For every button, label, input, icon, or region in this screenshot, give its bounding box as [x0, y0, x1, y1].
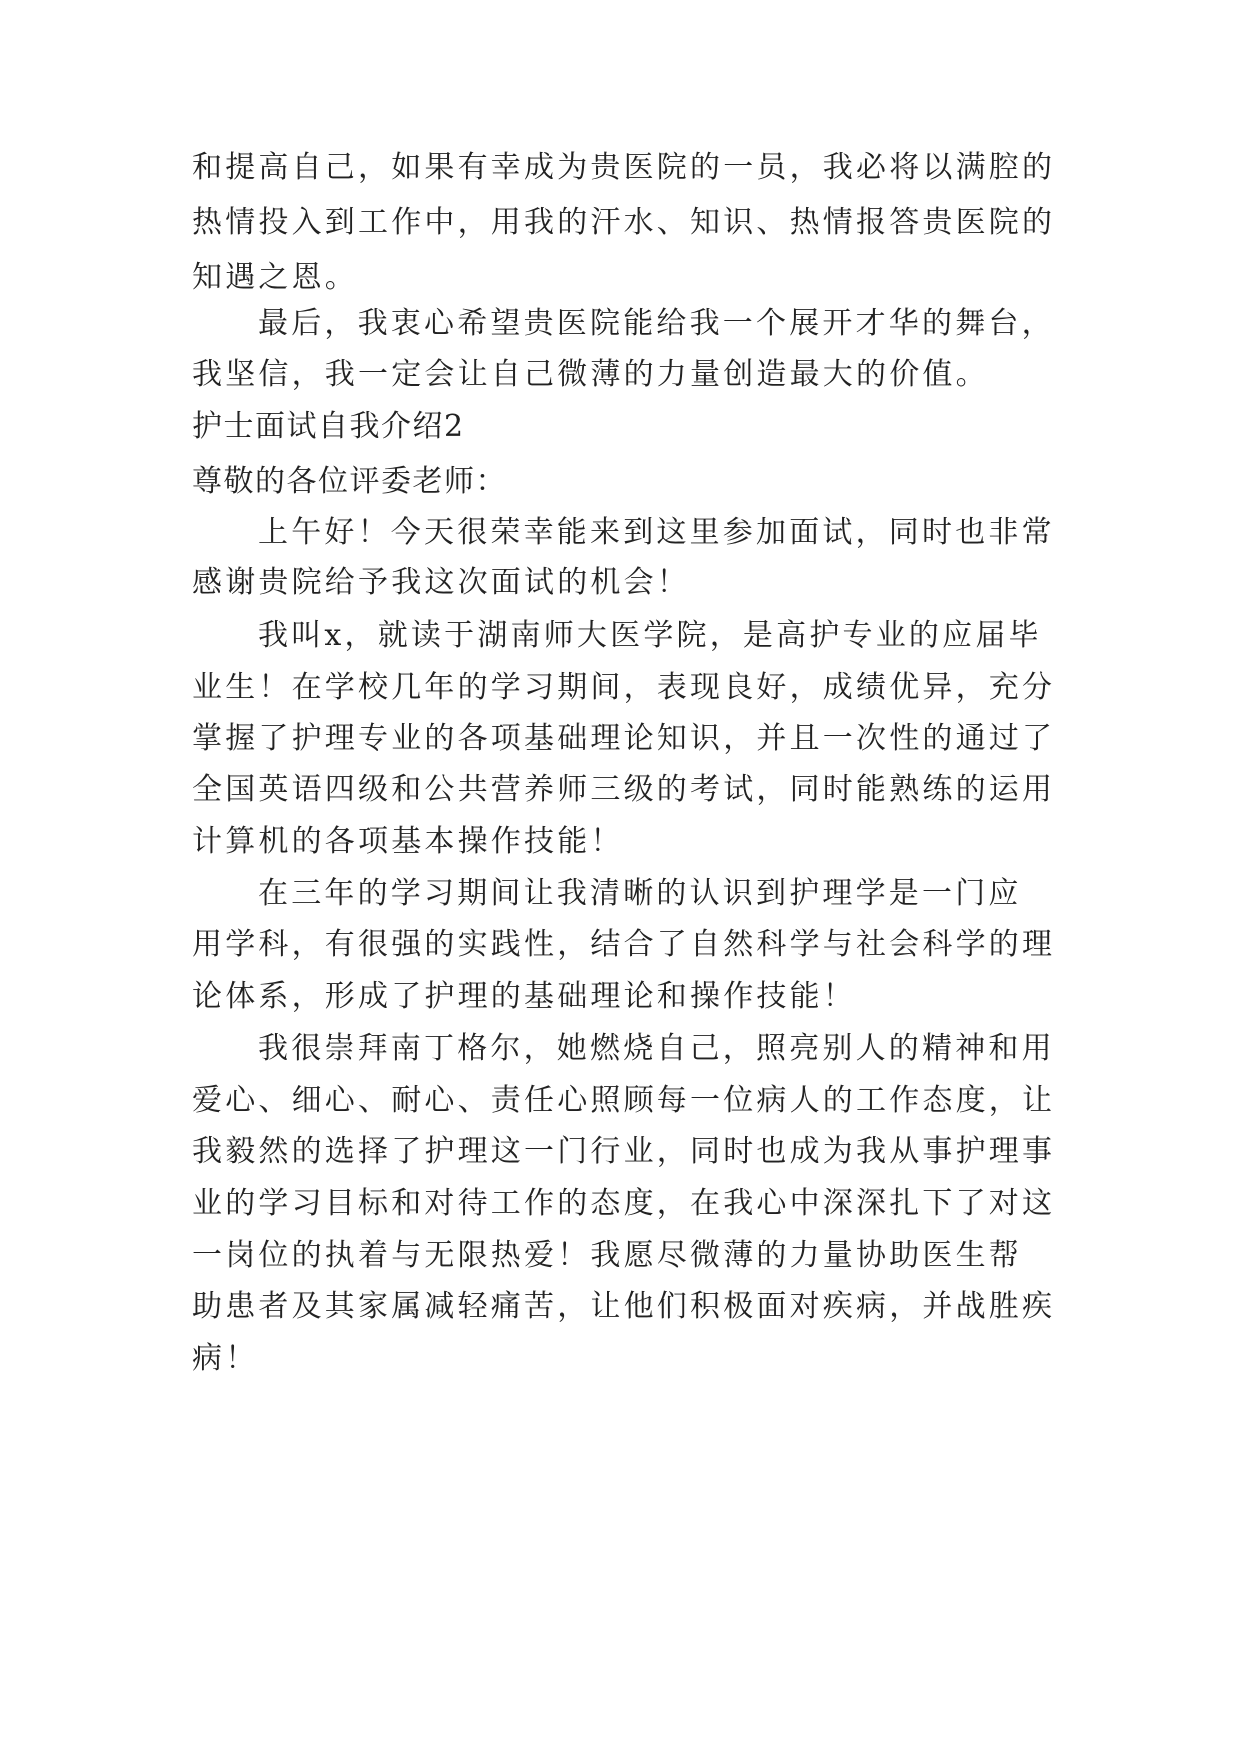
paragraph-line: 论体系，形成了护理的基础理论和操作技能！ — [192, 979, 856, 1014]
paragraph-line: 和提高自己，如果有幸成为贵医院的一员，我必将以满腔的 — [192, 150, 1056, 185]
paragraph-line: 掌握了护理专业的各项基础理论知识，并且一次性的通过了 — [192, 721, 1056, 756]
paragraph-line: 上午好！今天很荣幸能来到这里参加面试，同时也非常 — [258, 515, 1055, 550]
paragraph-line: 助患者及其家属减轻痛苦，让他们积极面对疾病，并战胜疾 — [192, 1289, 1056, 1324]
paragraph-line: 热情投入到工作中，用我的汗水、知识、热情报答贵医院的 — [192, 205, 1056, 240]
paragraph-line: 业生！在学校几年的学习期间，表现良好，成绩优异，充分 — [192, 670, 1056, 705]
salutation: 尊敬的各位评委老师： — [192, 464, 507, 499]
paragraph-line: 计算机的各项基本操作技能！ — [192, 824, 624, 859]
paragraph-line: 病！ — [192, 1341, 259, 1376]
paragraph-line: 在三年的学习期间让我清晰的认识到护理学是一门应 — [258, 876, 1022, 911]
paragraph-line: 一岗位的执着与无限热爱！我愿尽微薄的力量协助医生帮 — [192, 1238, 1022, 1273]
paragraph-line: 我毅然的选择了护理这一门行业，同时也成为我从事护理事 — [192, 1134, 1056, 1169]
paragraph-line: 我很崇拜南丁格尔，她燃烧自己，照亮别人的精神和用 — [258, 1031, 1055, 1066]
paragraph-line: 全国英语四级和公共营养师三级的考试，同时能熟练的运用 — [192, 772, 1056, 807]
section-title: 护士面试自我介绍2 — [192, 409, 465, 444]
paragraph-line: 我叫x，就读于湖南师大医学院，是高护专业的应届毕 — [258, 618, 1042, 653]
paragraph-line: 用学科，有很强的实践性，结合了自然科学与社会科学的理 — [192, 927, 1056, 962]
paragraph-line: 感谢贵院给予我这次面试的机会！ — [192, 565, 690, 600]
paragraph-line: 业的学习目标和对待工作的态度，在我心中深深扎下了对这 — [192, 1186, 1056, 1221]
paragraph-line: 知遇之恩。 — [192, 260, 358, 295]
paragraph-line: 爱心、细心、耐心、责任心照顾每一位病人的工作态度，让 — [192, 1083, 1056, 1118]
paragraph-line: 最后，我衷心希望贵医院能给我一个展开才华的舞台， — [258, 306, 1055, 341]
paragraph-line: 我坚信，我一定会让自己微薄的力量创造最大的价值。 — [192, 357, 989, 392]
